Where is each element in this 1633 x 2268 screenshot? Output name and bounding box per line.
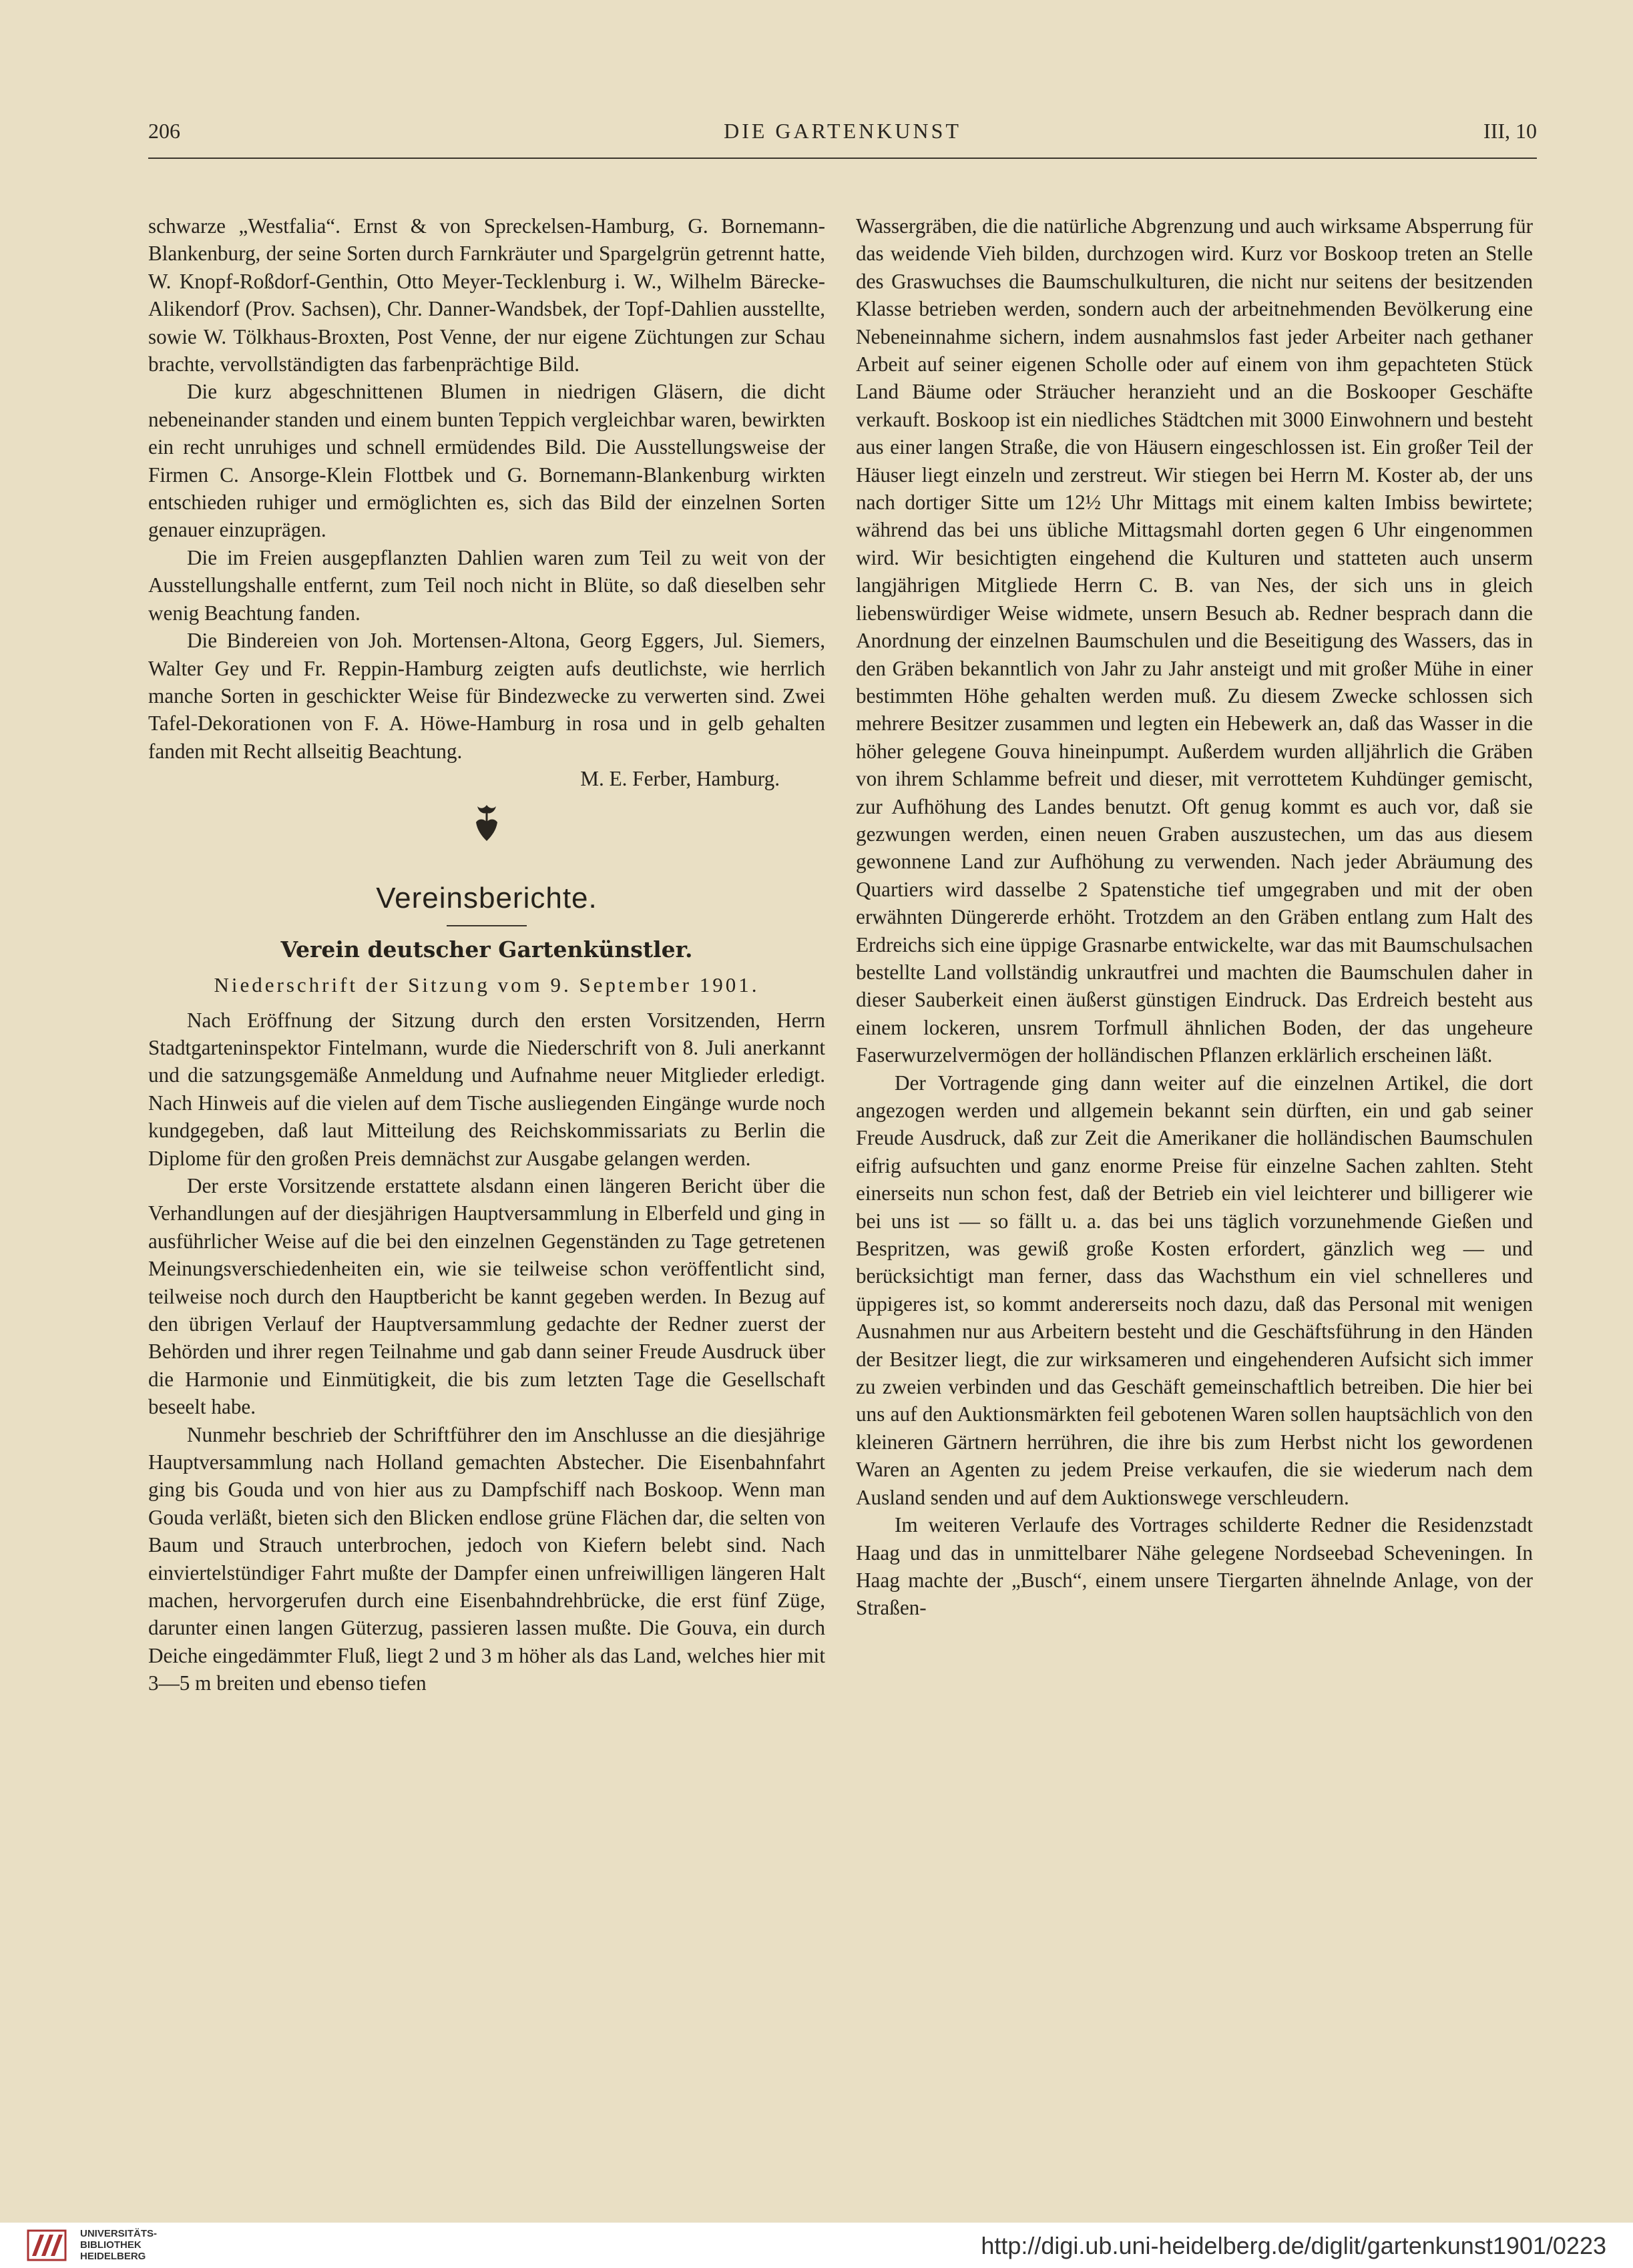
paragraph: Die Bindereien von Joh. Mortensen-Altona, Georg Eggers, Jul. Siemers, Walter Gey und Fr. Reppin-Hamburg zeigten aufs deutlichste, wie herrlich manche Sorten in geschickter Weise für Bindezwecke zu verwerten sind. Zwei Tafel-Dekorationen von F. A. Höwe-Hamburg in rosa und in gelb gehalten fanden mit Recht allseitig Beachtung. — [148, 629, 825, 763]
source-url-link[interactable]: http://digi.ub.uni-heidelberg.de/diglit/gartenkunst1901/0223 — [981, 2232, 1606, 2259]
paragraph: Nach Eröffnung der Sitzung durch den ersten Vorsitzenden, Herrn Stadtgarteninspektor Fintelmann, wurde die Niederschrift von 8. Juli anerkannt und die satzungsgemäße Anmeldung und Aufnahme neuer Mitglieder erledigt. Nach Hinweis auf die vielen auf dem Tische ausliegenden Eingänge wurde noch kundgegeben, daß laut Mitteilung des Reichskommissariats zu Berlin die Diplome für den großen Preis demnächst zur Ausgabe gelangen werden. — [148, 1008, 825, 1170]
right-column — [856, 212, 1533, 1622]
flower-ornament-icon — [469, 802, 504, 844]
paragraph: Im weiteren Verlaufe des Vortrages schilderte Redner die Residenzstadt Haag und das in unmittelbarer Nähe gelegene Nordseebad Scheveningen. In Haag machte der „Busch“, einem unsere Tiergarten ähnelnde Anlage, von der Straßen- — [856, 1513, 1533, 1620]
fleuron-ornament — [148, 793, 825, 877]
paragraph: Die im Freien ausgepflanzten Dahlien waren zum Teil zu weit von der Ausstellungshalle entfernt, zum Teil noch nicht in Blüte, so daß dieselben sehr wenig Beachtung fanden. — [148, 545, 825, 625]
section-title: Vereinsberichte. — [376, 881, 598, 914]
section-rule — [447, 925, 527, 926]
library-name: UNIVERSITÄTS- BIBLIOTHEK HEIDELBERG — [80, 2228, 158, 2262]
author-signature: M. E. Ferber, Hamburg. — [580, 767, 780, 791]
library-logo-icon — [27, 2229, 67, 2261]
page-number: 206 — [148, 119, 180, 143]
header-rule — [148, 158, 1537, 159]
paragraph: Nunmehr beschrieb der Schriftführer den im Anschlusse an die diesjährige Hauptversammlung nach Holland gemachten Abstecher. Die Eisenbahnfahrt ging bis Gouda und von hier aus zu Dampfschiff nach Boskoop. Wenn man Gouda verläßt, bieten sich den Blicken endlose grüne Flächen dar, die selten von Baum und Strauch unterbrochen, jedoch von Kiefern belebt sind. Nach einviertelstündiger Fahrt mußte der Dampfer einen unfreiwilligen längeren Halt machen, hervorgerufen durch eine Eisenbahndrehbrücke, die erst fünf Züge, darunter einen langen Güterzug, passieren lassen mußte. Die Gouva, ein durch Deiche eingedämmter Fluß, liegt 2 und 3 m höher als das Land, welches hier mit 3—5 m breiten und ebenso tiefen — [148, 1422, 825, 1695]
minutes-title: Niederschrift der Sitzung vom 9. September 1901. — [214, 972, 760, 997]
left-column — [148, 212, 825, 1697]
paragraph: Die kurz abgeschnittenen Blumen in niedrigen Gläsern, die dicht nebeneinander standen und einem bunten Teppich vergleichbar waren, bewirkten ein recht unruhiges und schnell ermüdendes Bild. Die Ausstellungsweise der Firmen C. Ansorge-Klein Flottbek und G. Bornemann-Blankenburg wirkten entschieden ruhiger und ermöglichten es, sich das Bild der einzelnen Sorten genauer einzuprägen. — [148, 380, 825, 542]
running-header — [148, 112, 1537, 152]
club-title: Verein deutscher Gartenkünstler. — [280, 936, 693, 962]
paragraph: schwarze „Westfalia“. Ernst & von Spreckelsen-Hamburg, G. Bornemann-Blankenburg, der seine Sorten durch Farnkräuter und Spargelgrün getrennt hatte, W. Knopf-Roßdorf-Genthin, Otto Meyer-Tecklenburg i. W., Wilhelm Bärecke-Alikendorf (Prov. Sachsen), Chr. Danner-Wandsbek, der Topf-Dahlien ausstellte, sowie W. Tölkhaus-Broxten, Post Venne, der nur eigene Züchtungen zur Schau brachte, vervollständigten das farbenprächtige Bild. — [148, 214, 825, 376]
paragraph: Der Vortragende ging dann weiter auf die einzelnen Artikel, die dort angezogen werden und allgemein bekannt sein dürften, ein und gab seiner Freude Ausdruck, daß zur Zeit die Amerikaner die holländischen Baumschulen eifrig aufsuchten und ganz enorme Preise für einzelne Sachen zahlten. Steht einerseits nun schon fest, daß der Betrieb ein viel leichterer und billigerer wie bei uns ist — so fällt u. a. das bei uns täglich vorzunehmende Gießen und Bespritzen, was gewiß große Kosten erfordert, gänzlich weg — und berücksichtigt man ferner, dass das Wachsthum ein viel schnelleres und üppigeres ist, so kommt andererseits noch dazu, daß das Personal mit wenigen Ausnahmen nur aus Arbeitern besteht und die Geschäftsführung in den Händen der Besitzer liegt, die zur wirksameren und eingehenderen Aufsicht sich immer zu zweien verbinden und das Geschäft gemeinschaftlich betreiben. Die hier bei uns auf den Auktionsmärkten feil gebotenen Waren sollen hauptsächlich von den kleineren Gärtnern herrühren, die ihre bis zum Herbst nicht los gewordenen Waren an Agenten zu jedem Preise verkaufen, die sie wiederum nach dem Ausland senden und auf dem Auktionswege verschleudern. — [856, 1071, 1533, 1509]
paragraph: Wassergräben, die die natürliche Abgrenzung und auch wirksame Absperrung für das weidende Vieh bilden, durchzogen wird. Kurz vor Boskoop treten an Stelle des Graswuchses die Baumschulkulturen, die nicht nur seitens der besitzenden Klasse betrieben werden, sondern auch der arbeitnehmenden Bevölkerung eine Nebeneinnahme sichern, indem ausnahmslos fast jeder Arbeiter nach gethaner Arbeit auf seiner eigenen Scholle oder auf einem von ihm gepachteten Stück Land Bäume oder Sträucher heranzieht und an die Boskooper Geschäfte verkauft. Boskoop ist ein niedliches Städtchen mit 3000 Einwohnern und besteht aus einer langen Straße, die von Häusern eingeschlossen ist. Ein großer Teil der Häuser liegt einzeln und zerstreut. Wir stiegen bei Herrn M. Koster ab, der uns nach dortiger Sitte um 12½ Uhr Mittags mit einem kalten Imbiss bewirtete; während das bei uns übliche Mittagsmahl dorten gegen 6 Uhr eingenommen wird. Wir besichtigten eingehend die Kulturen und statteten auch unserm langjährigen Mitgliede Herrn C. B. van Nes, der sich uns in gleich liebenswürdiger Weise widmete, unsern Besuch ab. Redner besprach dann die Anordnung der einzelnen Baumschulen und die Beseitigung des Wassers, das in den Gräben bekanntlich von Jahr zu Jahr ansteigt und mit großer Mühe in einer bestimmten Höhe gehalten werden muß. Zu diesem Zwecke schlossen sich mehrere Besitzer zusammen und legten ein Hebewerk an, daß das Wasser in die höher gelegene Gouva hineinpumpt. Außerdem wurden alljährlich die Gräben von ihrem Schlamme befreit und dieser, mit verrottetem Kuhdünger gemischt, zur Aufhöhung des Landes benutzt. Oft genug kommt es auch vor, daß sie gezwungen werden, einen neuen Graben auszustechen, um das aus diesem gewonnene Land zur Aufhöhung zu verwenden. Nach jeder Abräumung des Quartiers wird dasselbe 2 Spatenstiche tief umgegraben und mit der oben erwähnten Düngererde erhöht. Trotzdem an den Gräben entlang zum Halt des Erdreichs sich eine üppige Grasnarbe entwickelte, war das mit Baumschulsachen bestellte Land vollständig unkrautfrei und machten die Baumschulen daher in dieser Sauberkeit einen äußerst günstigen Eindruck. Das Erdreich besteht aus einem lockeren, unsrem Torfmull ähnlichen Boden, der das ungeheure Faserwurzelvermögen der holländischen Pflanzen erklärlich erscheinen läßt. — [856, 214, 1533, 1067]
issue-number: III, 10 — [1483, 119, 1537, 143]
journal-title: DIE GARTENKUNST — [724, 119, 961, 143]
paragraph: Der erste Vorsitzende erstattete alsdann einen längeren Bericht über die Verhandlungen auf der diesjährigen Hauptversammlung in Elberfeld und ging in ausführlicher Weise auf die bei den einzelnen Gegenständen zu Tage getretenen Meinungsverschiedenheiten ein, wie sie teilweise schon veröffentlicht sind, teilweise noch durch den Hauptbericht be kannt gegeben werden. In Bezug auf den übrigen Verlauf der Hauptversammlung gedachte der Redner zuerst der Behörden und ihrer regen Teilnahme und gab dann seiner Freude Ausdruck über die Harmonie und Einmütigkeit, die bis zum letzten Tage die Gesellschaft beseelt habe. — [148, 1173, 825, 1419]
digitization-footer — [0, 2223, 1633, 2268]
